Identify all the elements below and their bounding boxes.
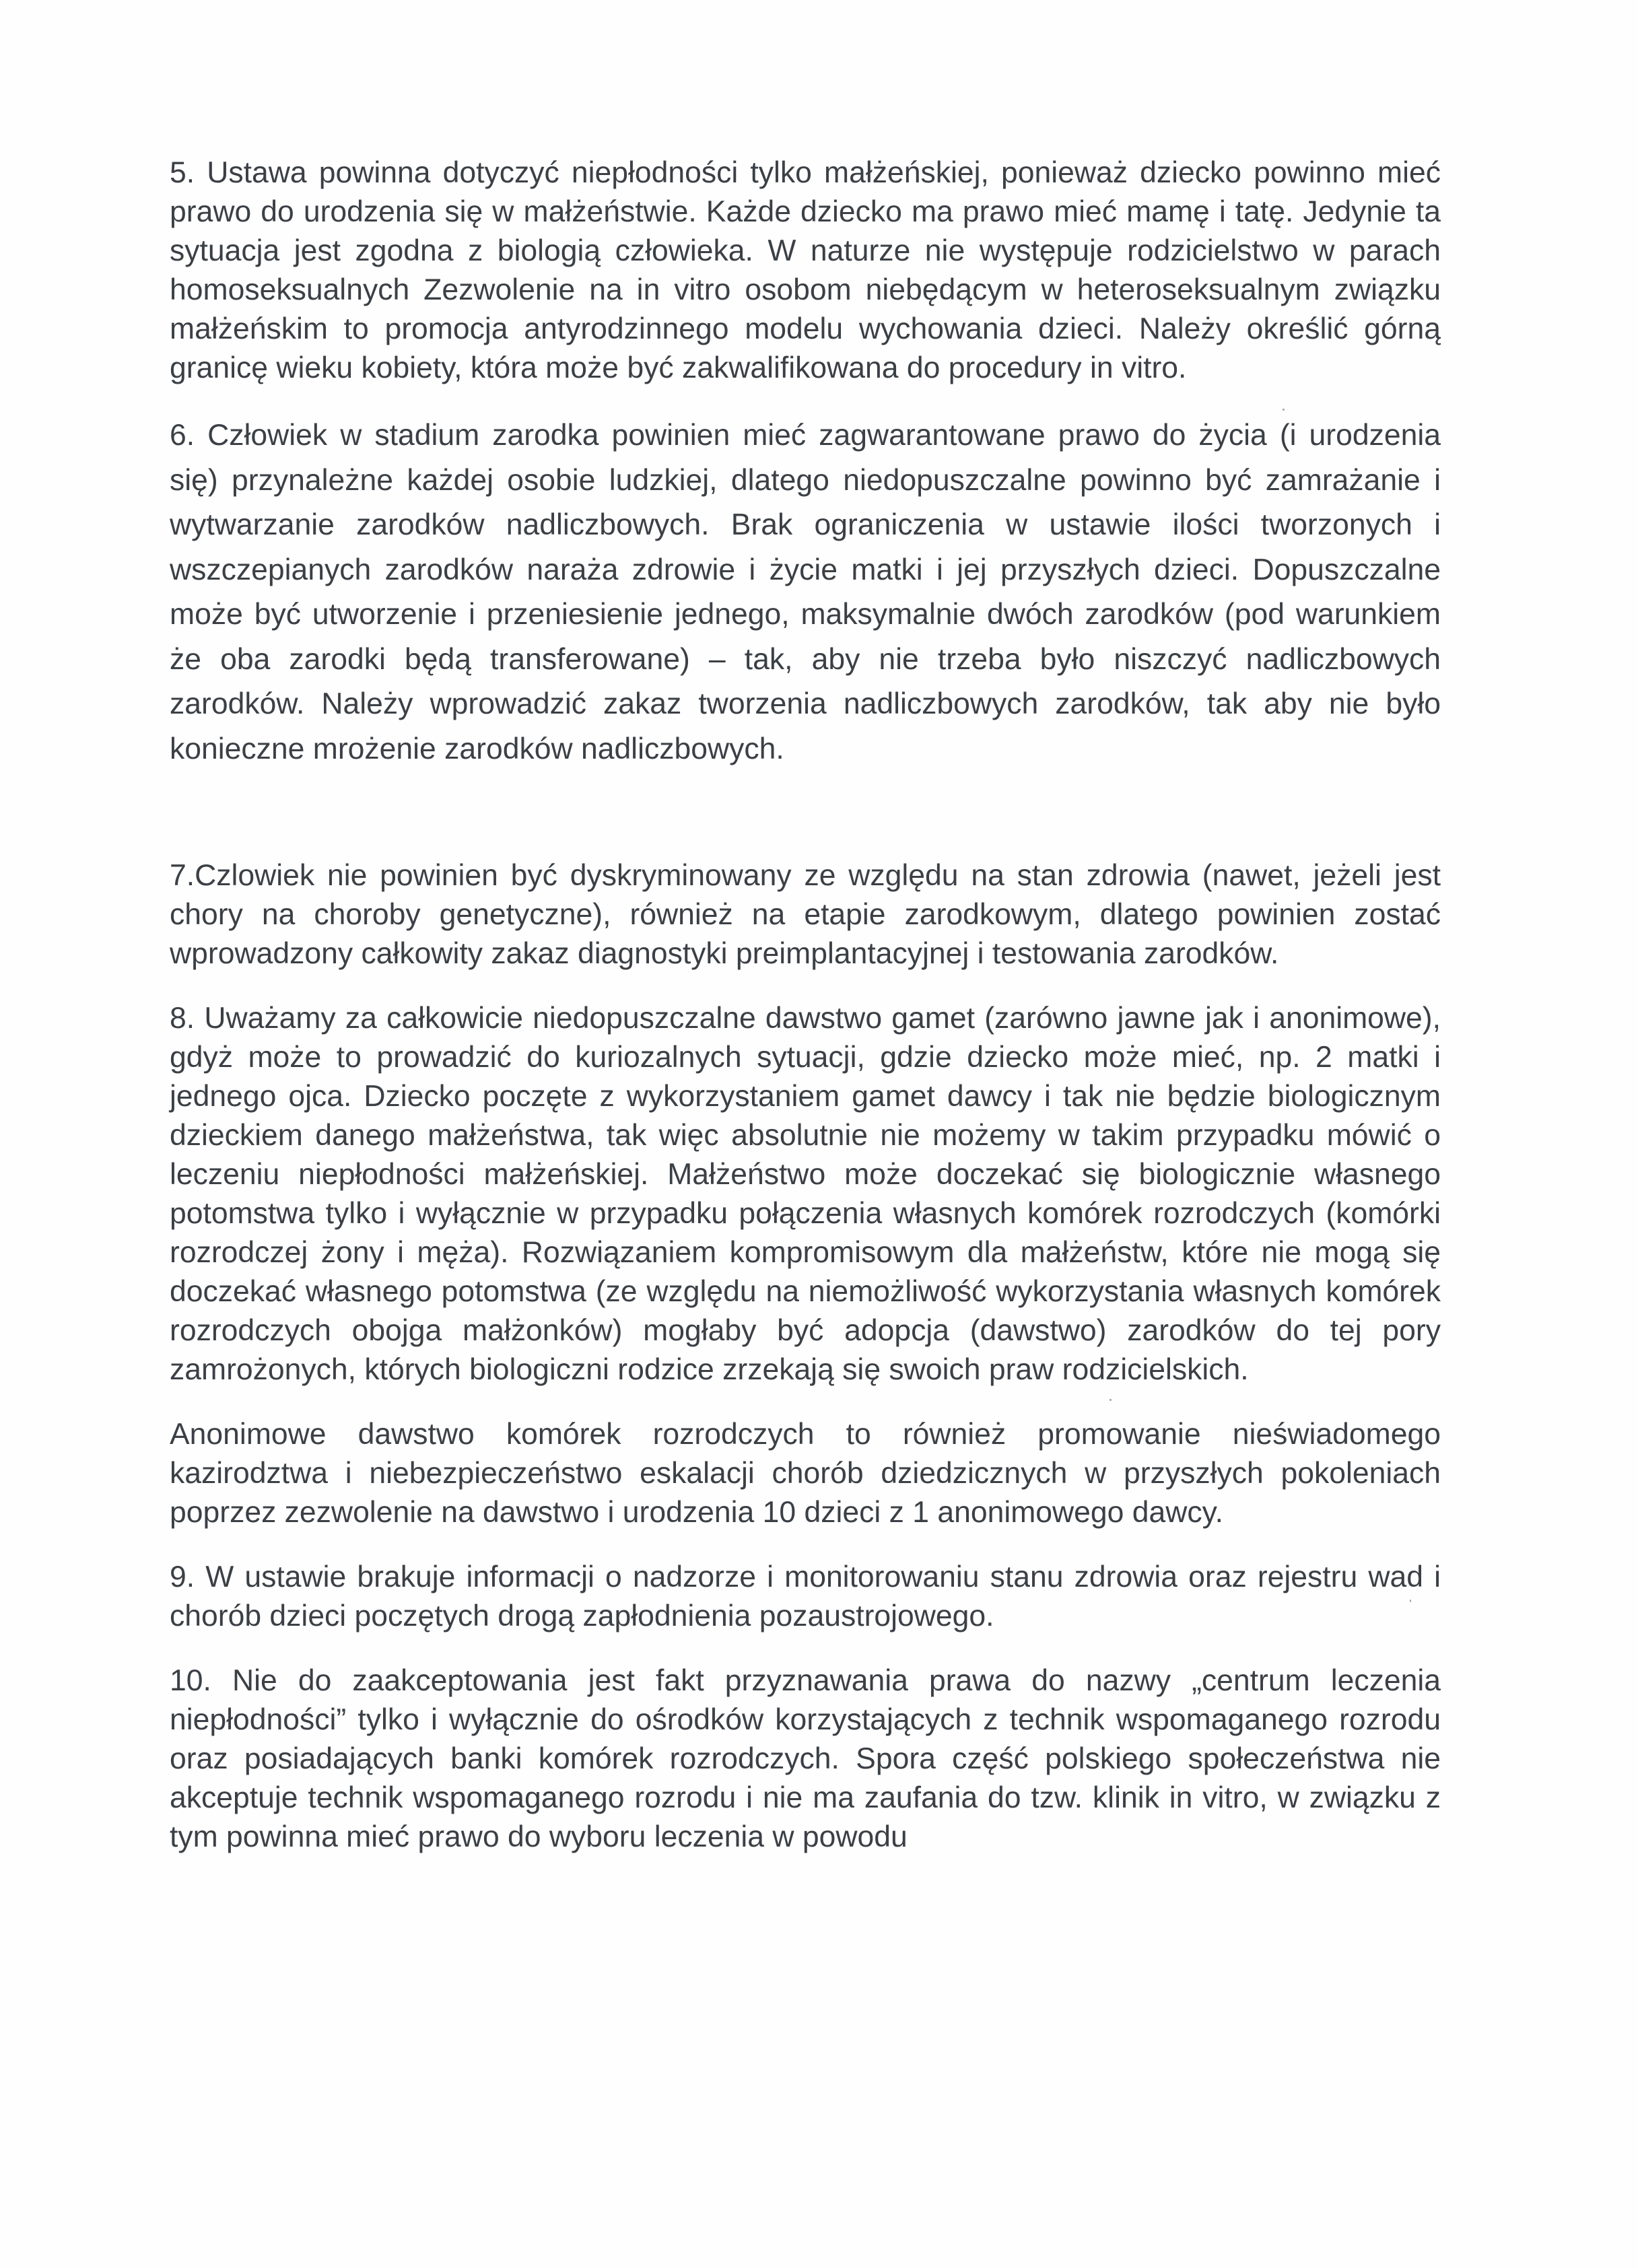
scan-speck	[1410, 1600, 1411, 1602]
paragraph-7: 7.Czlowiek nie powinien być dyskryminowany ze względu na stan zdrowia (nawet, jeżeli jest chory na choroby genetyczne), również na etapie zarodkowym, dlatego powinien zostać wprowadzony całkowity zakaz diagnostyki preimplantacyjnej i testowania zarodków.	[170, 859, 1441, 970]
paragraph-8-continuation: Anonimowe dawstwo komórek rozrodczych to również promowanie nieświadomego kazirodztwa i niebezpieczeństwo eskalacji chorób dziedzicznych w przyszłych pokoleniach poprzez zezwolenie na dawstwo i urodzenia 10 dzieci z 1 anonimowego dawcy.	[170, 1418, 1441, 1529]
paragraph-6: 6. Człowiek w stadium zarodka powinien mieć zagwarantowane prawo do życia (i urodzenia się) przynależne każdej osobie ludzkiej, dlatego niedopuszczalne powinno być zamrażanie i wytwarzanie zarodków nadliczbowych. Brak ograniczenia w ustawie ilości tworzonych i wszczepianych zarodków naraża zdrowie i życie matki i jej przyszłych dzieci. Dopuszczalne może być utworzenie i przeniesienie jednego, maksymalnie dwóch zarodków (pod warunkiem że oba zarodki będą transferowane) – tak, aby nie trzeba było niszczyć nadliczbowych zarodków. Należy wprowadzić zakaz tworzenia nadliczbowych zarodków, tak aby nie było konieczne mrożenie zarodków nadliczbowych.	[170, 419, 1441, 765]
paragraph-8: 8. Uważamy za całkowicie niedopuszczalne dawstwo gamet (zarówno jawne jak i anonimowe), gdyż może to prowadzić do kuriozalnych sytuacji, gdzie dziecko może mieć, np. 2 matki i jednego ojca. Dziecko poczęte z wykorzystaniem gamet dawcy i tak nie będzie biologicznym dzieckiem danego małżeństwa, tak więc absolutnie nie możemy w takim przypadku mówić o leczeniu niepłodności małżeńskiej. Małżeństwo może doczekać się biologicznie własnego potomstwa tylko i wyłącznie w przypadku połączenia własnych komórek rozrodczych (komórki rozrodczej żony i męża). Rozwiązaniem kompromisowym dla małżeństw, które nie mogą się doczekać własnego potomstwa (ze względu na niemożliwość wykorzystania własnych komórek rozrodczych obojga małżonków) mogłaby być adopcja (dawstwo) zarodków do tej pory zamrożonych, których biologiczni rodzice zrzekają się swoich praw rodzicielskich.	[170, 1002, 1441, 1386]
scan-speck	[1283, 409, 1285, 411]
paragraph-9: 9. W ustawie brakuje informacji o nadzorze i monitorowaniu stanu zdrowia oraz rejestru wad i chorób dzieci poczętych drogą zapłodnienia pozaustrojowego.	[170, 1560, 1441, 1633]
document-body	[170, 153, 1441, 1857]
paragraph-10: 10. Nie do zaakceptowania jest fakt przyznawania prawa do nazwy „centrum leczenia niepłodności” tylko i wyłącznie do ośrodków korzystających z technik wspomaganego rozrodu oraz posiadających banki komórek rozrodczych. Spora część polskiego społeczeństwa nie akceptuje technik wspomaganego rozrodu i nie ma zaufania do tzw. klinik in vitro, w związku z tym powinna mieć prawo do wyboru leczenia w powodu	[170, 1664, 1441, 1853]
paragraph-5: 5. Ustawa powinna dotyczyć niepłodności tylko małżeńskiej, ponieważ dziecko powinno mieć prawo do urodzenia się w małżeństwie. Każde dziecko ma prawo mieć mamę i tatę. Jedynie ta sytuacja jest zgodna z biologią człowieka. W naturze nie występuje rodzicielstwo w parach homoseksualnych Zezwolenie na in vitro osobom niebędącym w heteroseksualnym związku małżeńskim to promocja antyrodzinnego modelu wychowania dzieci. Należy określić górną granicę wieku kobiety, która może być zakwalifikowana do procedury in vitro.	[170, 156, 1441, 384]
scan-speck	[1110, 1399, 1112, 1401]
